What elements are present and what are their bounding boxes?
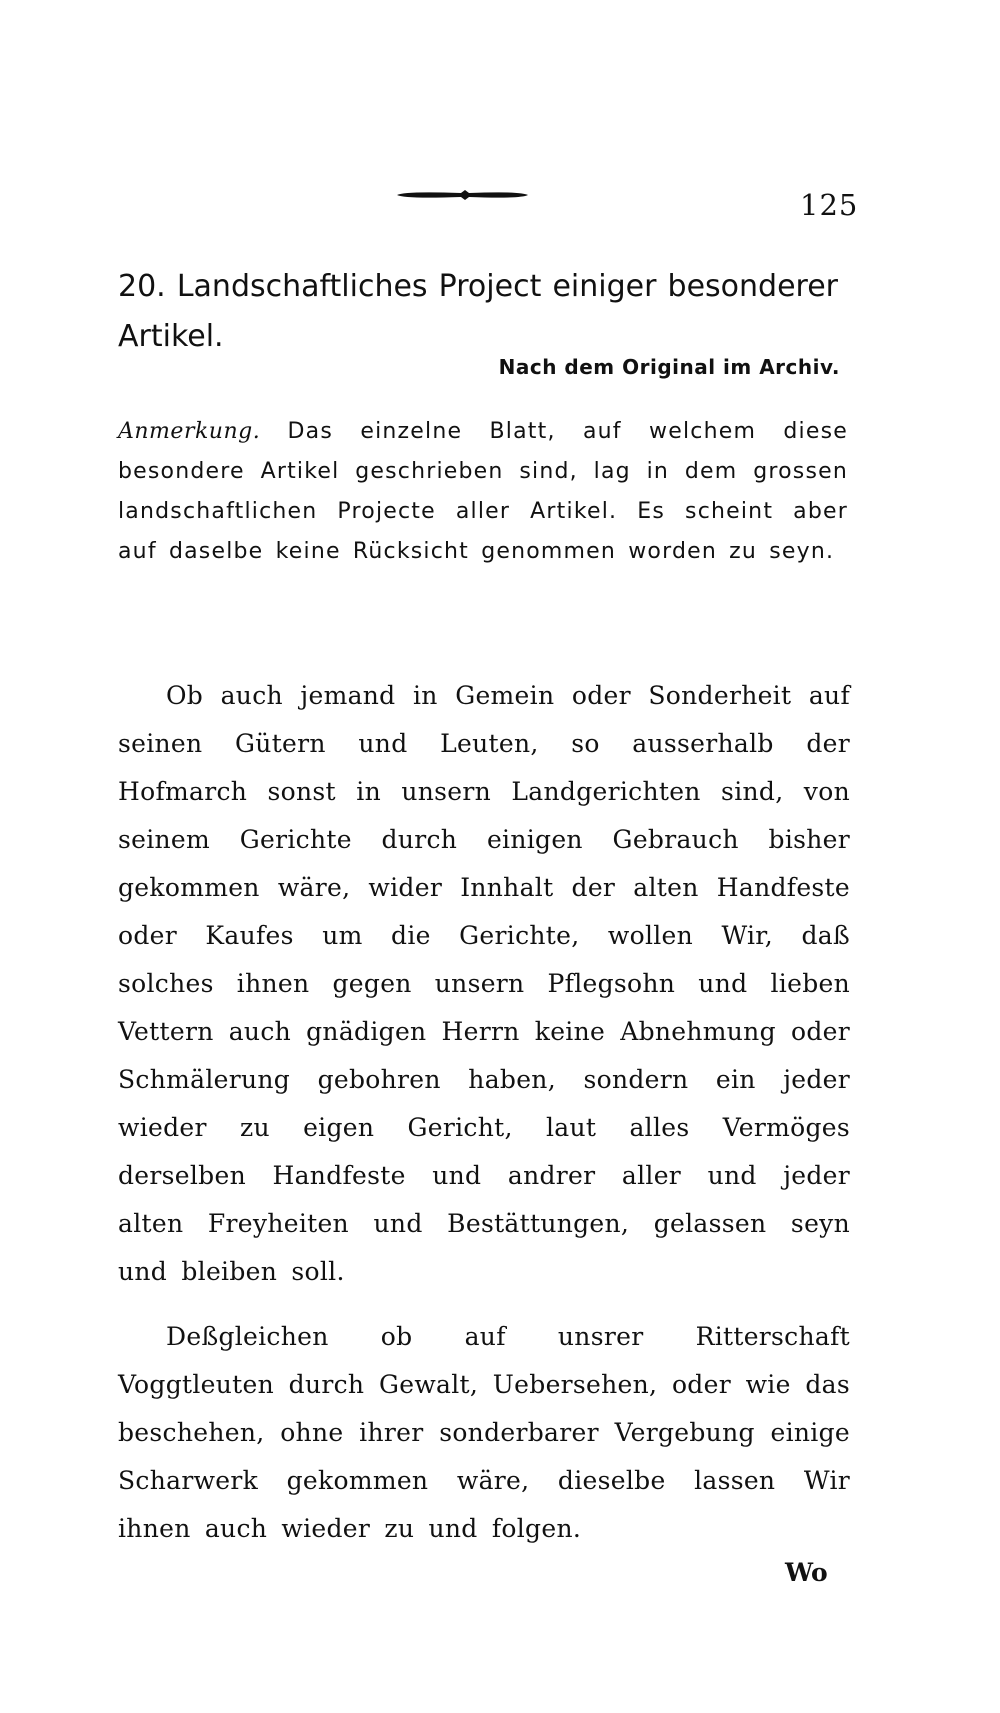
body-paragraph-2 xyxy=(118,1313,850,1553)
body-paragraph-1-text: Ob auch jemand in Gemein oder Sonderheit auf seinen Gütern und Leuten, so ausserhalb der Hofmarch sonst in unsern Landgerichten sind, von seinem Gerichte durch einigen Gebrauch bisher gekommen wäre, wider Innhalt der alten Handfeste oder Kaufes um die Gerichte, wollen Wir, daß solches ihnen gegen unsern Pflegsohn und lieben Vettern auch gnädigen Herrn keine Abnehmung oder Schmälerung gebohren haben, sondern ein jeder wieder zu eigen Gericht, laut alles Vermöges derselben Handfeste und andrer aller und jeder alten Freyheiten und Bestättungen, gelassen seyn und bleiben soll. xyxy=(118,681,850,1286)
ornamental-rule xyxy=(395,188,530,202)
annotation-label: Anmerkung. xyxy=(118,419,261,444)
annotation-paragraph xyxy=(118,412,848,572)
source-note: Nach dem Original im Archiv. xyxy=(498,355,840,379)
annotation-text: Das einzelne Blatt, auf welchem diese besondere Artikel geschrieben sind, lag in dem grossen landschaftlichen Projecte aller Artikel. Es scheint aber auf daselbe keine Rücksicht genommen worden zu seyn. xyxy=(118,419,849,564)
catchword: Wo xyxy=(785,1558,828,1587)
document-title: 20. Landschaftliches Project einiger besonderer Artikel. xyxy=(118,269,838,354)
page-number: 125 xyxy=(800,188,859,222)
body-paragraph-1 xyxy=(118,672,850,1296)
body-paragraph-2-text: Deßgleichen ob auf unsrer Ritterschaft Voggtleuten durch Gewalt, Uebersehen, oder wie das beschehen, ohne ihrer sonderbarer Vergebung einige Scharwerk gekommen wäre, dieselbe lassen Wir ihnen auch wieder zu und folgen. xyxy=(118,1322,850,1543)
